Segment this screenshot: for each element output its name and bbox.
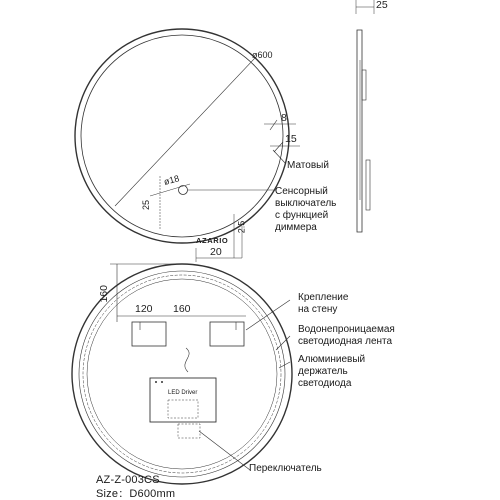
touch-switch-label (275, 186, 336, 234)
switch-offset-label: 25 (141, 199, 152, 210)
aluminum-line-3: светодиода (298, 378, 352, 389)
mount-spacing-label: 160 (173, 303, 191, 315)
wall-mount-line-1: Крепление (298, 292, 349, 303)
front-mirror-outer-ring (75, 29, 289, 243)
switch-width-label: 20 (210, 246, 222, 258)
mount-bracket-left (132, 322, 166, 346)
wall-mount-line-2: на стену (298, 304, 338, 315)
matte-label: Матовый (287, 160, 329, 171)
switch-bottom-label: 2.5 (236, 220, 247, 234)
touch-switch-line-4: диммера (275, 222, 317, 233)
led-strip-line-1: Водонепроницаемая (298, 324, 395, 335)
mount-left-label: 120 (135, 303, 153, 315)
frame-offset-label: 15 (285, 133, 297, 145)
diameter-line (115, 58, 255, 206)
brand-logo: AZARIO (196, 236, 229, 245)
aluminum-label (298, 354, 365, 390)
diameter-label: ø600 (252, 50, 273, 60)
wall-mount-label (298, 292, 348, 316)
touch-switch-line-3: с функцией (275, 210, 329, 221)
switch-diameter-label: ø18 (162, 173, 181, 187)
model-number: AZ-Z-003CS (96, 474, 160, 486)
side-profile (357, 30, 362, 232)
switcher-box (178, 424, 200, 438)
switcher-leader (199, 431, 250, 470)
aluminum-line-2: держатель (298, 366, 348, 377)
frame-width-leader (270, 120, 277, 130)
front-mirror-inner-ring (81, 35, 283, 237)
switcher-label: Переключатель (249, 463, 322, 474)
mount-bracket-right (210, 322, 244, 346)
led-dot-1 (155, 381, 157, 383)
led-driver-inner (168, 400, 198, 418)
led-strip-label (298, 324, 395, 348)
size-label: Size：D600mm (96, 488, 176, 500)
side-mount-top (362, 70, 366, 100)
side-depth-label: 25 (376, 0, 388, 11)
touch-switch-line-1: Сенсорный (275, 186, 328, 197)
aluminum-line-1: Алюминиевый (298, 354, 366, 365)
led-driver-label: LED Driver (168, 390, 198, 396)
led-dot-2 (161, 381, 163, 383)
side-mount-bottom (366, 160, 370, 210)
mount-top-label: 160 (97, 285, 110, 303)
frame-width-label: 8 (281, 112, 287, 124)
touch-switch-line-2: выключатель (275, 198, 337, 209)
led-strip-line-2: светодиодная лента (298, 336, 393, 347)
driver-wire (185, 348, 189, 372)
